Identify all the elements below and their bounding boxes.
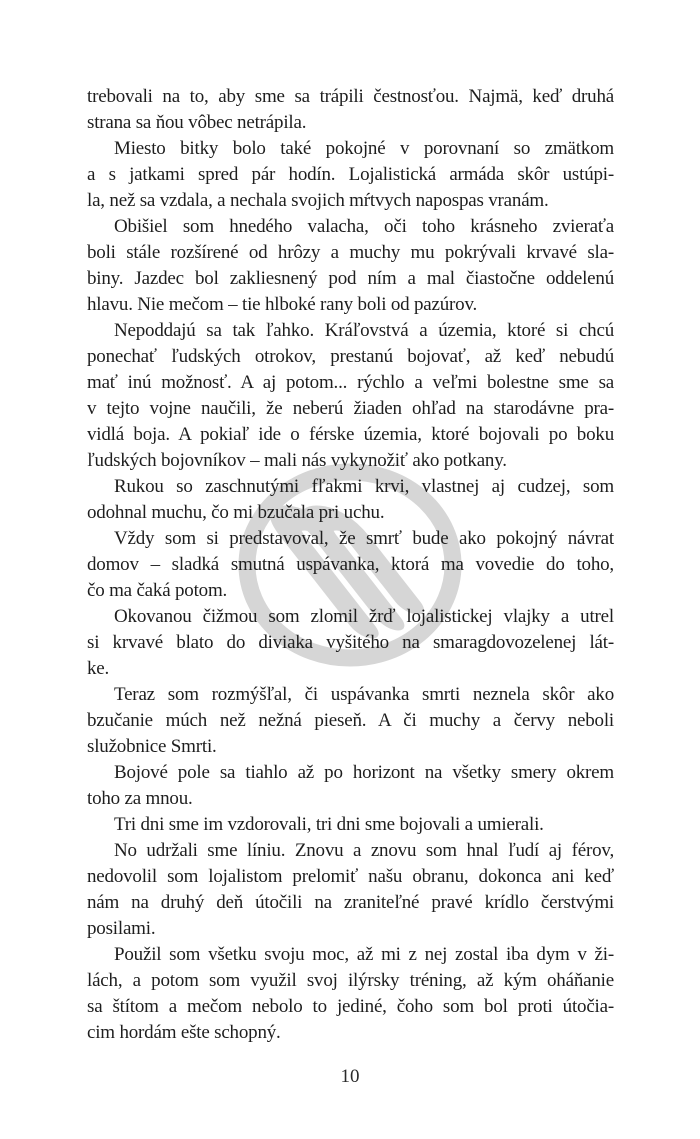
text-line: Použil som všetku svoju moc, až mi z nej zostal iba dym v ži- (114, 944, 614, 965)
text-line: la, než sa vzdala, a nechala svojich mŕtvych napospas vranám. (87, 190, 549, 211)
paragraph (87, 682, 614, 760)
text-line: Teraz som rozmýšľal, či uspávanka smrti neznela skôr ako (114, 684, 614, 705)
text-line: Rukou so zaschnutými fľakmi krvi, vlastnej aj cudzej, som (114, 476, 614, 497)
text-line: služobnice Smrti. (87, 736, 217, 757)
text-line: sa štítom a mečom nebolo to jediné, čoho som bol proti útočia- (87, 996, 614, 1017)
text-line: domov – sladká smutná uspávanka, ktorá ma vovedie do toho, (87, 554, 614, 575)
text-line: toho za mnou. (87, 788, 193, 809)
text-line: ponechať ľudských otrokov, prestanú bojovať, až keď nebudú (87, 346, 614, 367)
page-number: 10 (340, 1066, 360, 1087)
paragraph (87, 942, 614, 1046)
text-line: biny. Jazdec bol zakliesnený pod ním a mal čiastočne oddelenú (87, 268, 614, 289)
text-line: mať inú možnosť. A aj potom... rýchlo a veľmi bolestne sme sa (87, 372, 614, 393)
text-line: Tri dni sme im vzdorovali, tri dni sme bojovali a umierali. (114, 814, 544, 835)
paragraph (87, 604, 614, 682)
paragraph (87, 838, 614, 942)
paragraph (87, 474, 614, 526)
text-line: nám na druhý deň útočili na zraniteľné pravé krídlo čerstvými (87, 892, 614, 913)
paragraph (87, 84, 614, 136)
text-line: lách, a potom som využil svoj ilýrsky tréning, až kým oháňanie (87, 970, 614, 991)
text-line: Obišiel som hnedého valacha, oči toho krásneho zvieraťa (114, 216, 614, 237)
text-line: cim hordám ešte schopný. (87, 1022, 281, 1043)
text-line: nedovolil som lojalistom prelomiť našu obranu, dokonca ani keď (87, 866, 614, 887)
paragraph (87, 214, 614, 318)
text-line: a s jatkami spred pár hodín. Lojalistická armáda skôr ustúpi- (87, 164, 614, 185)
text-line: v tejto vojne naučili, že neberú žiaden ohľad na starodávne pra- (87, 398, 614, 419)
text-line: Bojové pole sa tiahlo až po horizont na všetky smery okrem (114, 762, 614, 783)
text-line: Nepoddajú sa tak ľahko. Kráľovstvá a územia, ktoré si chcú (114, 320, 614, 341)
text-line: ke. (87, 658, 110, 679)
paragraph (87, 812, 614, 838)
text-line: No udržali sme líniu. Znovu a znovu som hnal ľudí aj férov, (114, 840, 614, 861)
text-line: Vždy som si predstavoval, že smrť bude ako pokojný návrat (114, 528, 614, 549)
text-line: vidlá boja. A pokiaľ ide o férske územia, ktoré bojovali po boku (87, 424, 614, 445)
text-line: hlavu. Nie mečom – tie hlboké rany boli od pazúrov. (87, 294, 478, 315)
paragraph (87, 760, 614, 812)
text-line: si krvavé blato do diviaka vyšitého na smaragdovozelenej lát- (87, 632, 614, 653)
text-line: posilami. (87, 918, 156, 939)
text-line: Miesto bitky bolo také pokojné v porovnaní so zmätkom (114, 138, 614, 159)
text-line: bzučanie múch než nežná pieseň. A či muchy a červy neboli (87, 710, 614, 731)
text-line: čo ma čaká potom. (87, 580, 228, 601)
paragraph (87, 318, 614, 474)
text-line: strana sa ňou vôbec netrápila. (87, 112, 307, 133)
text-line: ľudských bojovníkov – mali nás vykynožiť ako potkany. (87, 450, 507, 471)
paragraph (87, 526, 614, 604)
text-line: Okovanou čižmou som zlomil žrď lojalistickej vlajky a utrel (114, 606, 614, 627)
text-line: odohnal muchu, čo mi bzučala pri uchu. (87, 502, 385, 523)
paragraph (87, 136, 614, 214)
text-line: trebovali na to, aby sme sa trápili čestnosťou. Najmä, keď druhá (87, 86, 614, 107)
text-line: boli stále rozšírené od hrôzy a muchy mu pokrývali krvavé sla- (87, 242, 614, 263)
body-text (87, 84, 614, 1046)
